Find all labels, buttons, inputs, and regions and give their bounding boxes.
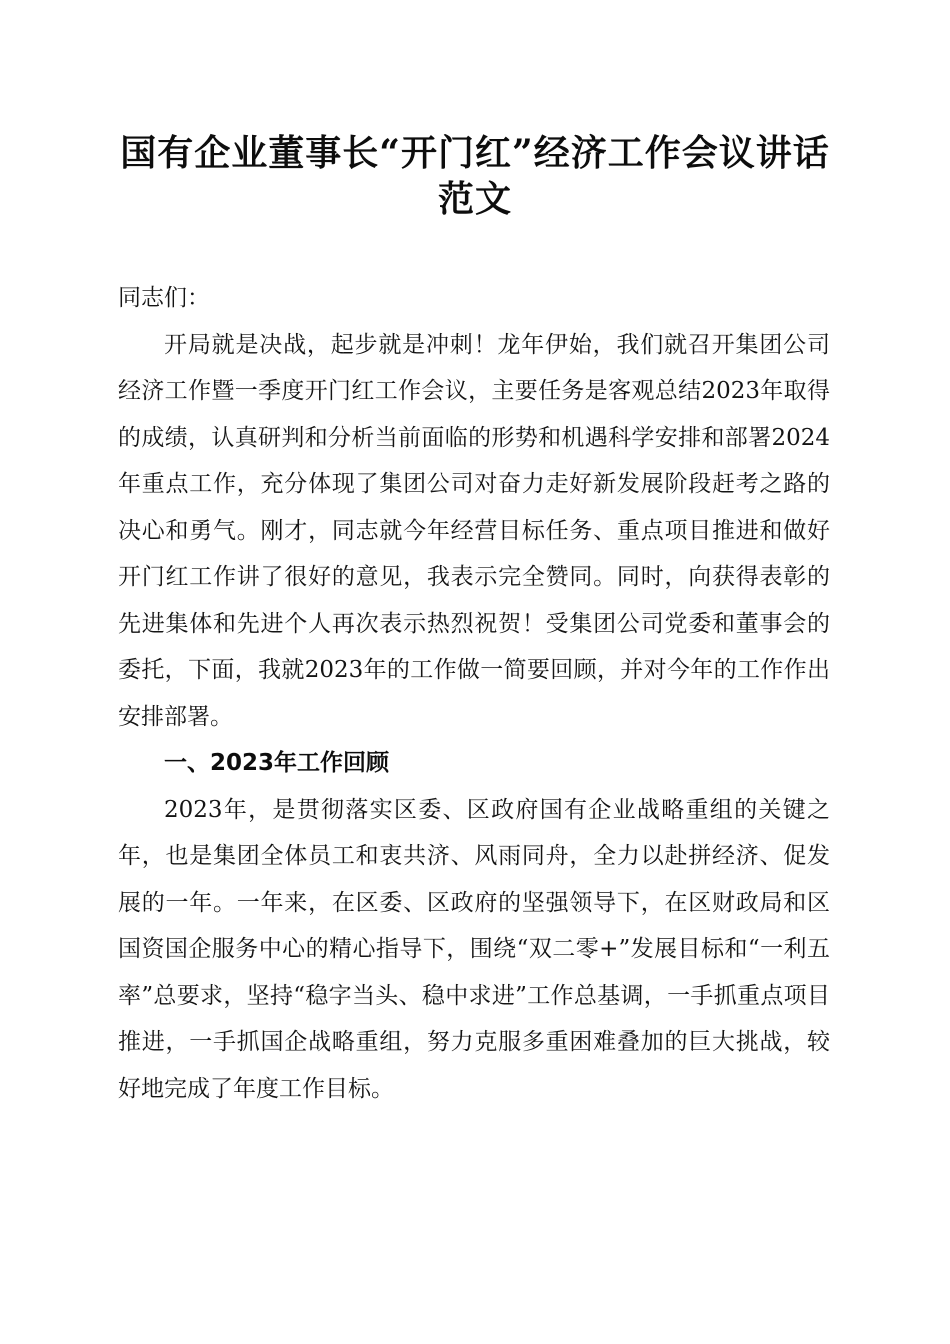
salutation: 同志们： xyxy=(118,285,210,311)
document-title xyxy=(100,130,850,222)
section-heading: 一、2023年工作回顾 xyxy=(164,750,390,776)
document-title-line-1: 国有企业董事长“开门红”经济工作会议讲话 xyxy=(120,132,830,174)
document-body xyxy=(118,275,830,1112)
document-title-line-2: 范文 xyxy=(437,178,512,220)
opening-paragraph: 开局就是决战，起步就是冲刺！龙年伊始，我们就召开集团公司经济工作暨一季度开门红工作会议，主要任务是客观总结2023年取得的成绩，认真研判和分析当前面临的形势和机遇科学安排和部署2024年重点工作，充分体现了集团公司对奋力走好新发展阶段赶考之路的决心和勇气。刚才，同志就今年经营目标任务、重点项目推进和做好开门红工作讲了很好的意见，我表示完全赞同。同时，向获得表彰的先进集体和先进个人再次表示热烈祝贺！受集团公司党委和董事会的委托，下面，我就2023年的工作做一简要回顾，并对今年的工作作出安排部署。 xyxy=(118,331,830,730)
section-paragraph: 2023年，是贯彻落实区委、区政府国有企业战略重组的关键之年，也是集团全体员工和衷共济、风雨同舟，全力以赴拼经济、促发展的一年。一年来，在区委、区政府的坚强领导下，在区财政局和区国资国企服务中心的精心指导下，围绕“双二零+”发展目标和“一利五率”总要求，坚持“稳字当头、稳中求进”工作总基调，一手抓重点项目推进，一手抓国企战略重组，努力克服多重困难叠加的巨大挑战，较好地完成了年度工作目标。 xyxy=(118,796,830,1102)
